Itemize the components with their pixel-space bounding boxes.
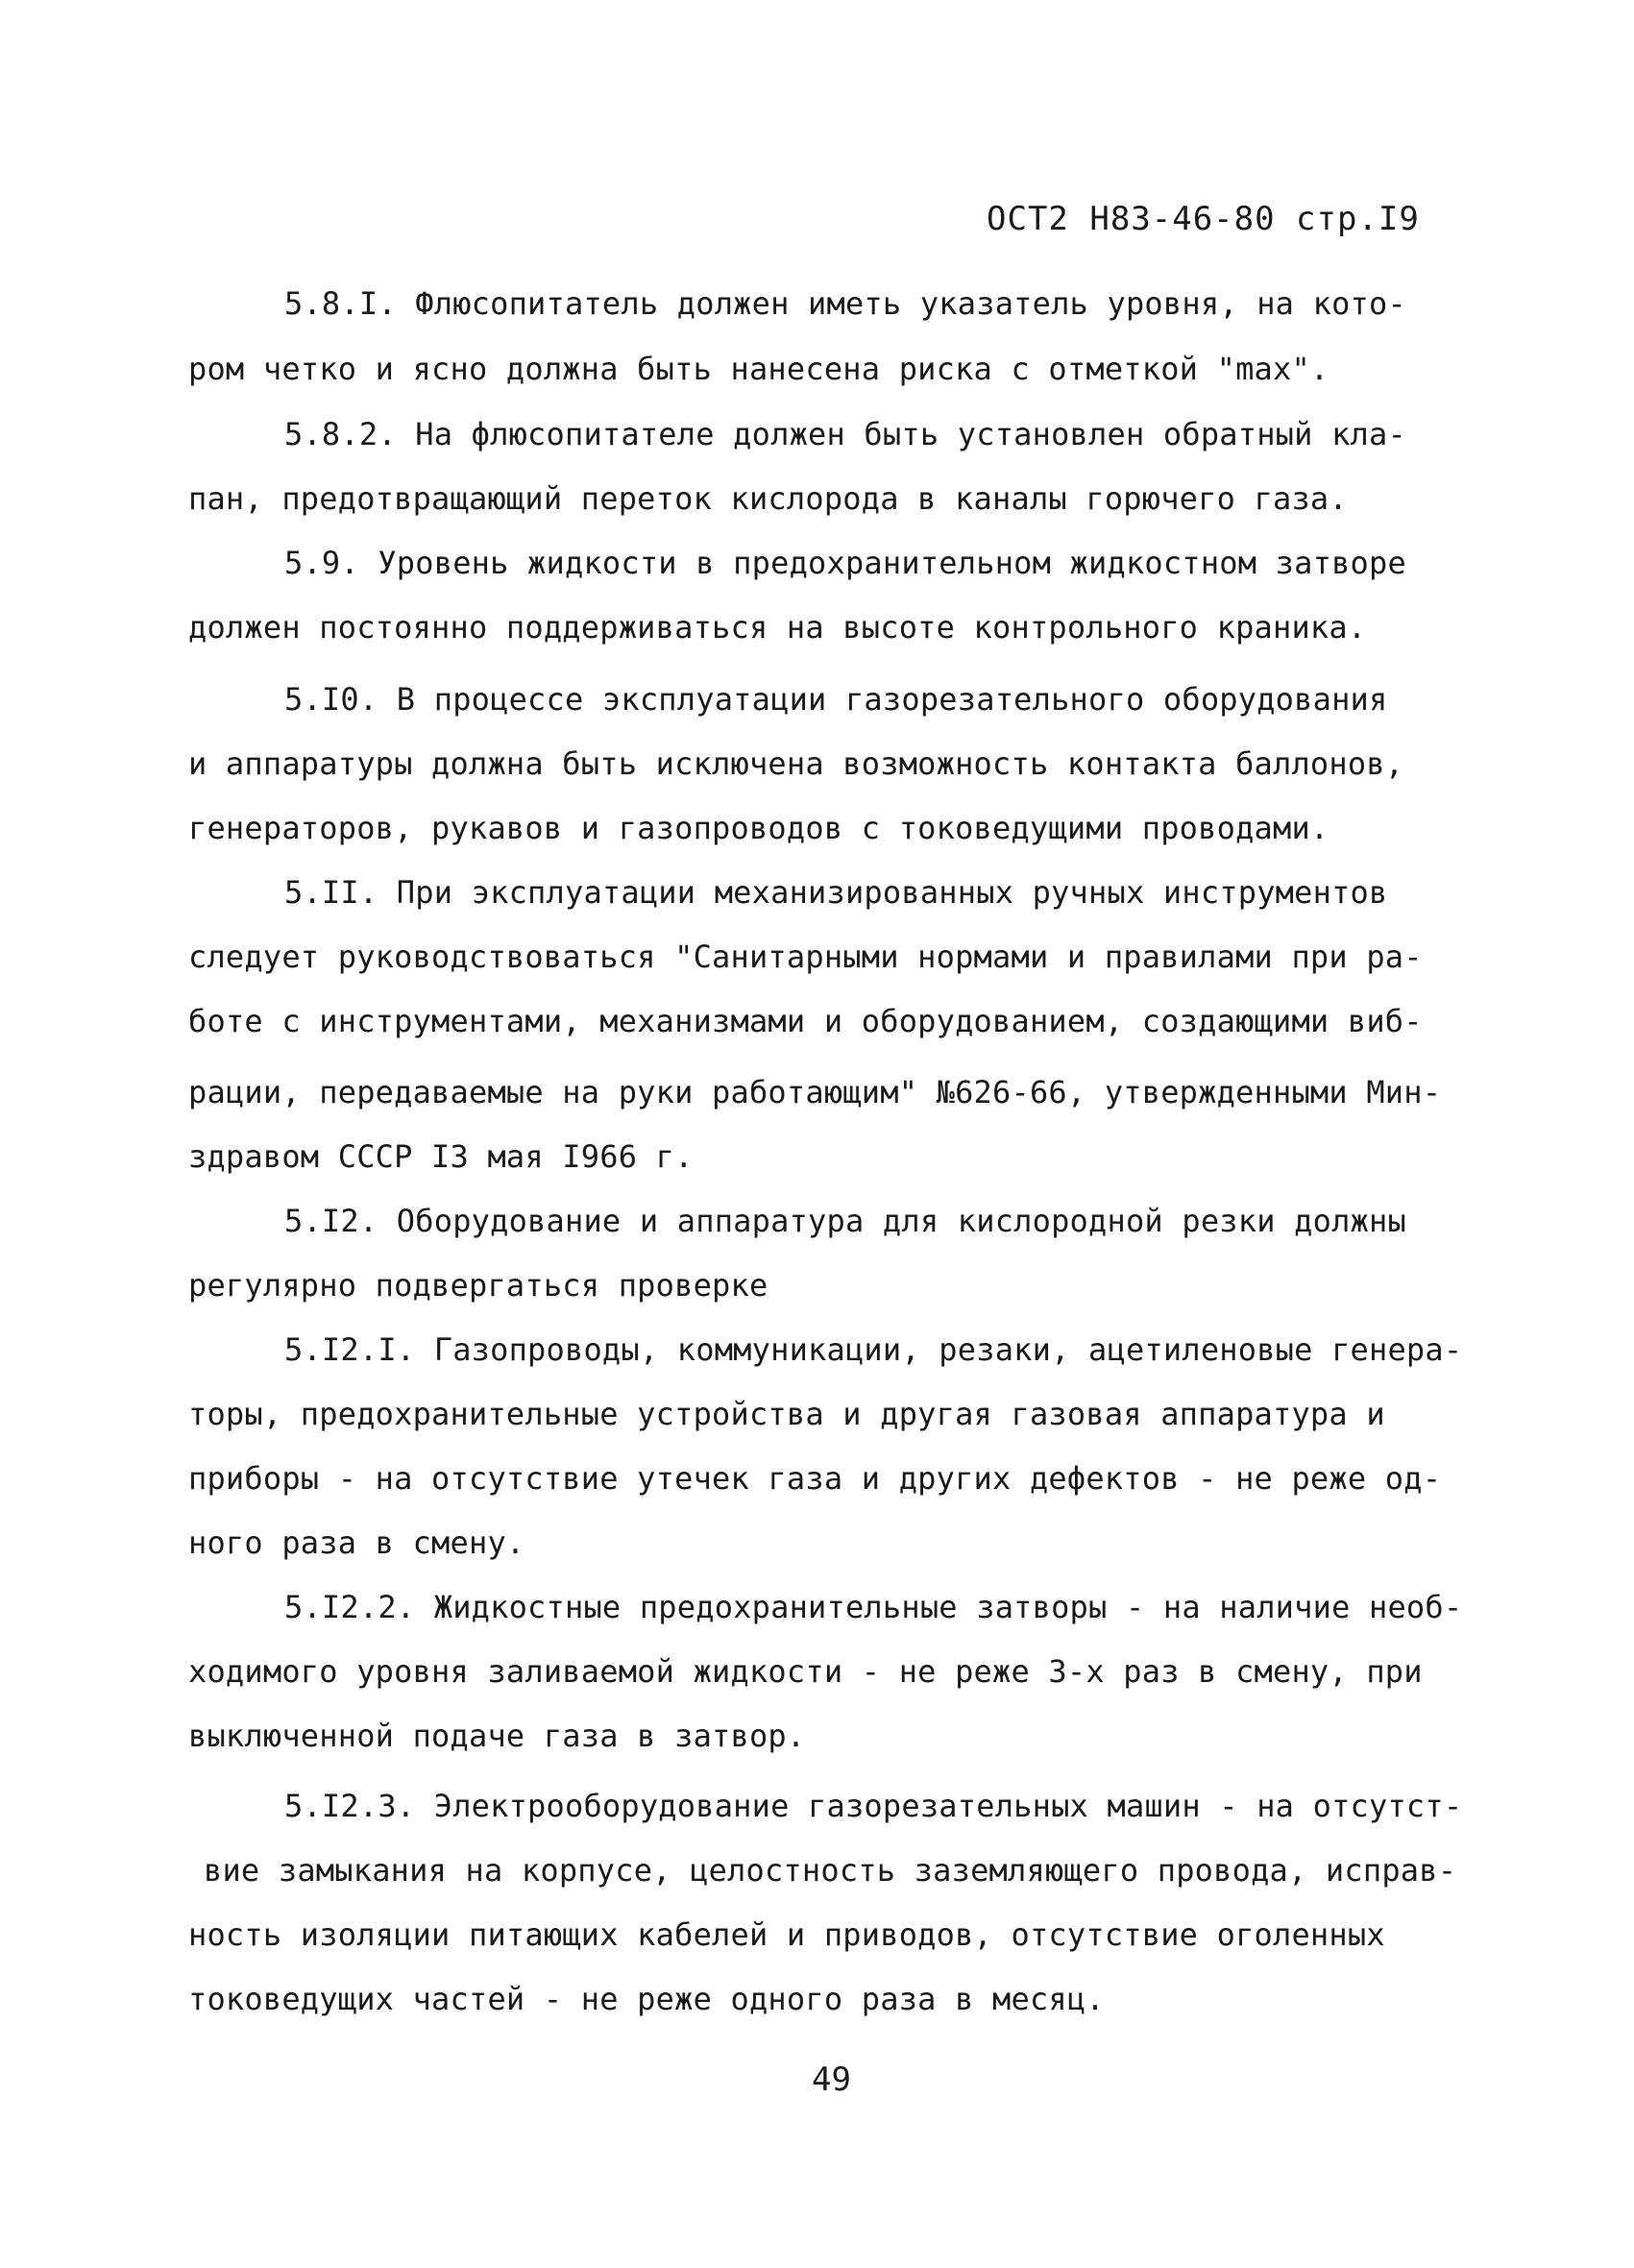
text-line: следует руководствоваться "Санитарными нормами и правилами при ра-: [188, 939, 1423, 975]
text-line: 5.II. При эксплуатации механизированных ручных инструментов: [284, 874, 1388, 911]
text-line: вие замыкания на корпусе, целостность заземляющего провода, исправ-: [204, 1852, 1457, 1889]
text-line: ходимого уровня заливаемой жидкости - не реже 3-х раз в смену, при: [188, 1653, 1423, 1690]
text-line: рации, передаваемые на руки работающим" №626-66, утвержденными Мин-: [188, 1074, 1442, 1110]
text-line: 5.8.I. Флюсопитатель должен иметь указатель уровня, на кото-: [284, 285, 1406, 322]
text-line: ного раза в смену.: [188, 1524, 525, 1561]
text-line: здравом СССР I3 мая I966 г.: [188, 1138, 694, 1175]
text-line: выключенной подаче газа в затвор.: [188, 1718, 806, 1754]
text-line: 5.9. Уровень жидкости в предохранительном жидкостном затворе: [284, 545, 1406, 581]
text-line: 5.I0. В процессе эксплуатации газорезательного оборудования: [284, 681, 1388, 718]
text-line: 5.I2.I. Газопроводы, коммуникации, резаки, ацетиленовые генера-: [284, 1331, 1463, 1368]
text-line: 5.8.2. На флюсопитателе должен быть установлен обратный кла-: [284, 416, 1406, 452]
text-line: 5.I2.3. Электрооборудование газорезательных машин - на отсутст-: [284, 1788, 1463, 1824]
text-line: ность изоляции питающих кабелей и приводов, отсутствие оголенных: [188, 1916, 1385, 1953]
document-header: ОСТ2 Н83-46-80 стр.I9: [987, 200, 1420, 238]
text-line: токоведущих частей - не реже одного раза в месяц.: [188, 1981, 1105, 2017]
text-line: и аппаратуры должна быть исключена возможность контакта баллонов,: [188, 745, 1404, 782]
text-line: ром четко и ясно должна быть нанесена риска с отметкой "max".: [188, 351, 1329, 387]
text-line: 5.I2. Оборудование и аппаратура для кислородной резки должны: [284, 1203, 1406, 1239]
text-line: генераторов, рукавов и газопроводов с токоведущими проводами.: [188, 810, 1329, 846]
text-line: торы, предохранительные устройства и другая газовая аппаратура и: [188, 1396, 1385, 1432]
page-number: 49: [812, 2061, 851, 2099]
text-line: регулярно подвергаться проверке: [188, 1267, 768, 1304]
text-line: приборы - на отсутствие утечек газа и других дефектов - не реже од-: [188, 1460, 1442, 1497]
text-line: 5.I2.2. Жидкостные предохранительные затворы - на наличие необ-: [284, 1589, 1463, 1625]
text-line: боте с инструментами, механизмами и оборудованием, создающими виб-: [188, 1003, 1423, 1039]
text-line: пан, предотвращающий переток кислорода в каналы горючего газа.: [188, 480, 1348, 517]
text-line: должен постоянно поддерживаться на высоте контрольного краника.: [188, 609, 1367, 646]
